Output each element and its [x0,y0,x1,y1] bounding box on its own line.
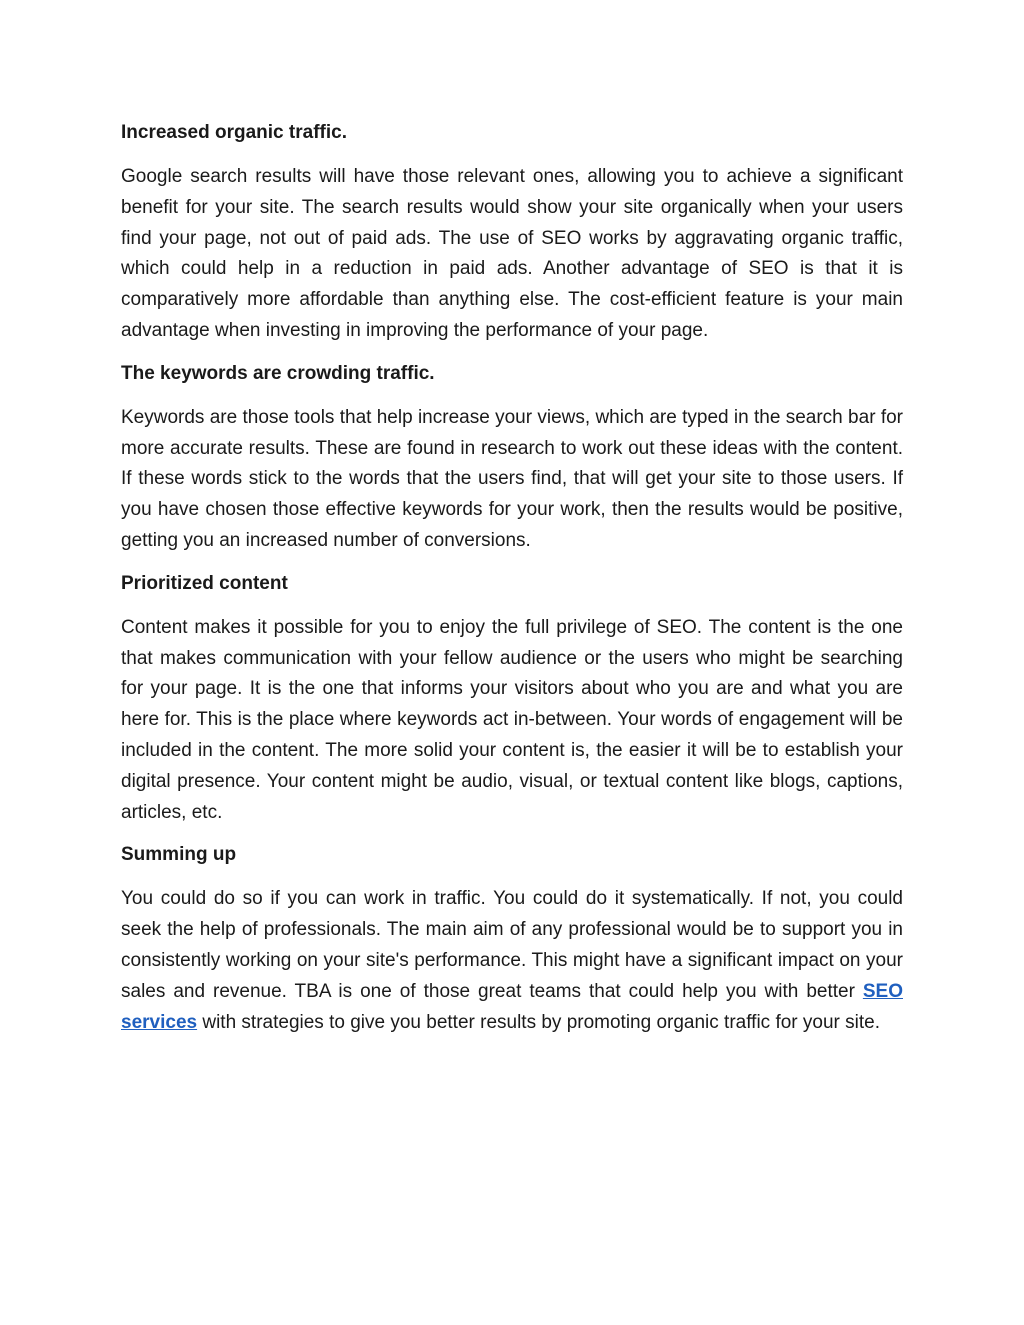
seo-services-link[interactable]: SEO services [121,980,903,1033]
section-body-prioritized-content: Content makes it possible for you to enjoy the full privilege of SEO. The content is the one that makes communication with your fellow audience or the users who might be searching for your page. It is the one that informs your visitors about who you are and what you are here for. This is the place where keywords act in-between. Your words of engagement will be included in the content. The more solid your content is, the easier it will be to establish your digital presence. Your content might be audio, visual, or textual content like blogs, captions, articles, etc. [121,616,903,823]
section-heading-keywords: The keywords are crowding traffic. [121,362,435,384]
section-heading-prioritized-content: Prioritized content [121,572,288,594]
section-body-organic-traffic: Google search results will have those relevant ones, allowing you to achieve a significant benefit for your site. The search results would show your site organically when your users find your page, not out of paid ads. The use of SEO works by aggravating organic traffic, which could help in a reduction in paid ads. Another advantage of SEO is that it is comparatively more affordable than anything else. The cost-efficient feature is your main advantage when investing in improving the performance of your page. [121,166,903,341]
document-page [121,118,903,1050]
section-heading-organic-traffic: Increased organic traffic. [121,122,347,143]
summing-up-text-after-link: with strategies to give you better results by promoting organic traffic for your site. [197,1011,880,1033]
section-body-keywords: Keywords are those tools that help increase your views, which are typed in the search bar for more accurate results. These are found in research to work out these ideas with the content. If these words stick to the words that the users find, that will get your site to those users. If you have chosen those effective keywords for your work, then the results would be positive, getting you an increased number of conversions. [121,406,903,551]
summing-up-text-before-link: You could do so if you can work in traffic. You could do it systematically. If not, you could seek the help of professionals. The main aim of any professional would be to support you in consistently working on your site's performance. This might have a significant impact on your sales and revenue. TBA is one of those great teams that could help you with better [121,888,903,1002]
section-body-summing-up [121,884,903,1038]
section-heading-summing-up: Summing up [121,844,237,866]
